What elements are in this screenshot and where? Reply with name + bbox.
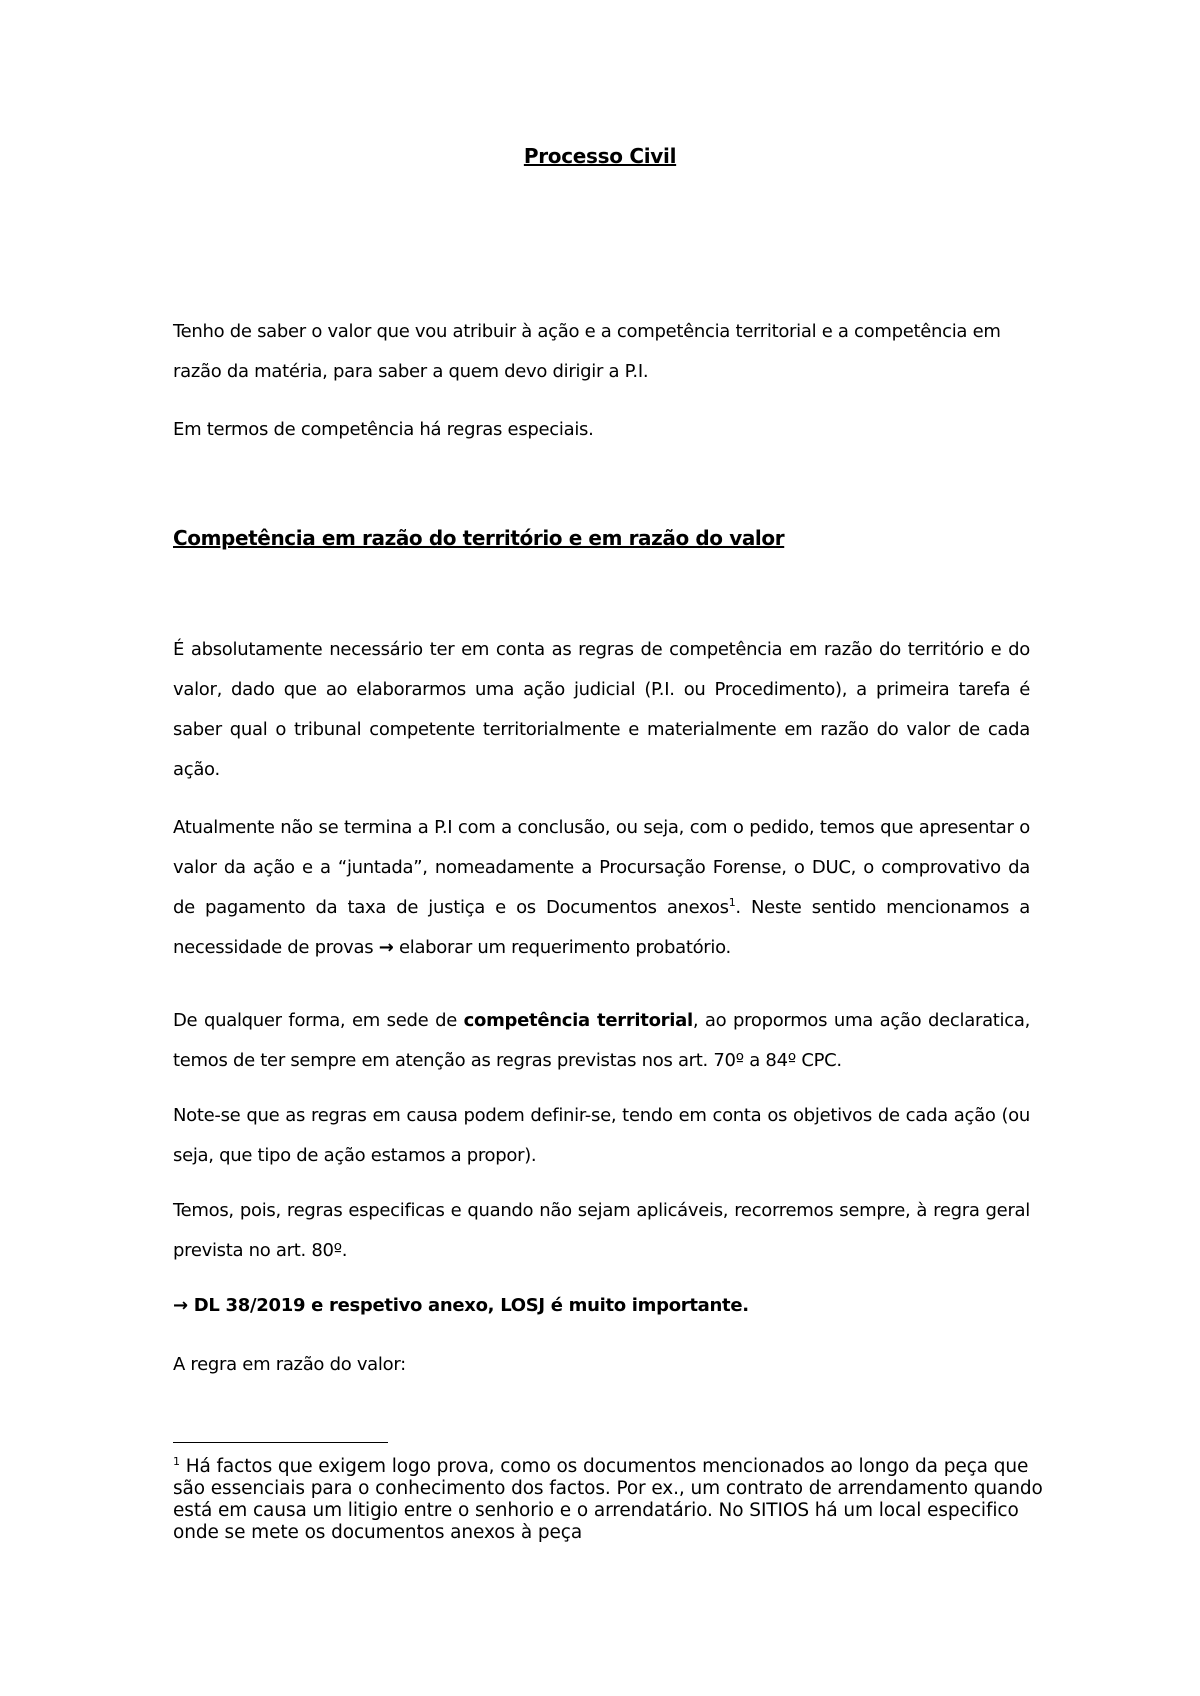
paragraph-3-text-continued: , ao propormos uma ação declaratica, temos de ter sempre em atenção as regras previstas nos art. 70º a 84º CPC. bbox=[173, 1010, 1031, 1071]
paragraph-3-text: De qualquer forma, em sede de bbox=[173, 1010, 457, 1031]
intro-paragraph-1: Tenho de saber o valor que vou atribuir à ação e a competência territorial e a competência em razão da matéria, para saber a quem devo dirigir a P.I. bbox=[173, 321, 1001, 382]
section-paragraph-4: Note-se que as regras em causa podem definir-se, tendo em conta os objetivos de cada ação (ou seja, que tipo de ação estamos a propor). bbox=[173, 1105, 1030, 1166]
paragraph-2-text: Atualmente não se termina a P.I com a conclusão, ou seja, com o pedido, temos que apresentar o valor da ação e a “juntada”, nomeadamente a Procursação Forense, o DUC, o comprovativo da de pagamento da taxa de justiça e os Documentos anexos bbox=[173, 817, 1030, 918]
section-paragraph-2 bbox=[173, 808, 1030, 968]
footnote bbox=[173, 1456, 1043, 1544]
section-paragraph-3 bbox=[173, 1001, 1030, 1081]
section-paragraph-6 bbox=[173, 1286, 1030, 1326]
intro-paragraph-2: Em termos de competência há regras especiais. bbox=[173, 419, 594, 440]
section-paragraph-7: A regra em razão do valor: bbox=[173, 1354, 406, 1375]
section-paragraph-1: É absolutamente necessário ter em conta as regras de competência em razão do território e do valor, dado que ao elaborarmos uma ação judicial (P.I. ou Procedimento), a primeira tarefa é saber qual o tribunal competente territorialmente e materialmente em razão do valor de cada ação. bbox=[173, 639, 1030, 780]
arrow-right-icon: → bbox=[173, 1295, 188, 1316]
paragraph-2-end: elaborar um requerimento probatório. bbox=[398, 937, 731, 958]
footnote-text: Há factos que exigem logo prova, como os documentos mencionados ao longo da peça que são essenciais para o conhecimento dos factos. Por ex., um contrato de arrendamento quando está em causa um litigio entre o senhorio e o arrendatário. No SITIOS há um local especifico onde se mete os documentos anexos à peça bbox=[173, 1456, 1043, 1543]
section-heading: Competência em razão do território e em razão do valor bbox=[173, 526, 785, 550]
section-paragraph-5: Temos, pois, regras especificas e quando não sejam aplicáveis, recorremos sempre, à regra geral prevista no art. 80º. bbox=[173, 1200, 1030, 1261]
arrow-right-icon: → bbox=[378, 937, 394, 958]
paragraph-3-emphasis: competência territorial bbox=[463, 1010, 693, 1031]
page-title: Processo Civil bbox=[523, 144, 677, 168]
footnote-number: 1 bbox=[173, 1454, 180, 1468]
footnote-reference[interactable]: 1 bbox=[728, 896, 736, 909]
footnote-separator bbox=[173, 1442, 388, 1443]
paragraph-6-text: DL 38/2019 e respetivo anexo, LOSJ é muito importante. bbox=[193, 1295, 749, 1316]
paragraph-2-text-continued: . Neste sentido mencionamos a necessidade de provas bbox=[173, 897, 1030, 958]
